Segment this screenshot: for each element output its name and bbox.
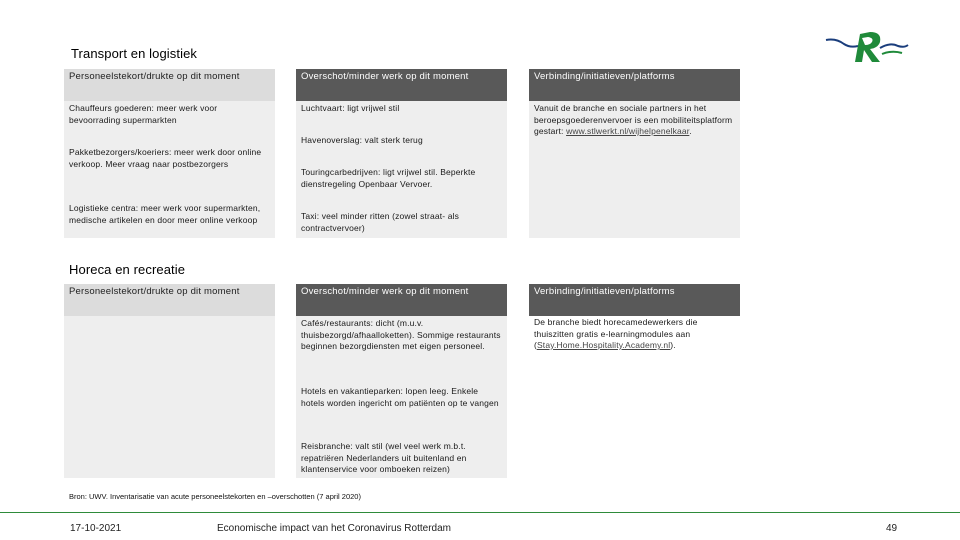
horeca-platforms-cell [529, 316, 740, 478]
list-item: Pakketbezorgers/koeriers: meer werk door online verkoop. Meer vraag naar postbezorgers [69, 147, 262, 169]
list-item: Hotels en vakantieparken: lopen leeg. Enkele hotels worden ingericht om patiënten op te vangen [301, 386, 499, 408]
footer-divider [0, 512, 960, 513]
section-title-transport: Transport en logistiek [71, 46, 197, 61]
transport-header-surplus: Overschot/minder werk op dit moment [296, 69, 507, 101]
platform-link[interactable]: www.stlwerkt.nl/wijhelpenelkaar [566, 126, 690, 136]
rotterdam-logo [822, 28, 910, 66]
list-item: Chauffeurs goederen: meer werk voor bevoorrading supermarkten [69, 103, 218, 125]
platform-suffix: ). [670, 340, 676, 350]
transport-shortage-cell [64, 101, 275, 238]
page-number: 49 [886, 523, 898, 534]
footer-title: Economische impact van het Coronavirus Rotterdam [217, 523, 451, 534]
transport-surplus-cell [296, 101, 507, 238]
horeca-shortage-cell [64, 316, 275, 478]
list-item: Luchtvaart: ligt vrijwel stil [301, 103, 400, 113]
list-item: Touringcarbedrijven: ligt vrijwel stil. Beperkte dienstregeling Openbaar Vervoer. [301, 167, 476, 189]
list-item: Logistieke centra: meer werk voor supermarkten, medische artikelen en door meer online verkoop [69, 203, 261, 225]
footer-date: 17-10-2021 [70, 523, 122, 534]
horeca-surplus-cell [296, 316, 507, 478]
list-item: Reisbranche: valt stil (wel veel werk m.b.t. repatriëren Nederlanders uit buitenland en klantenservice voor omboeken reizen) [301, 441, 467, 474]
section-title-horeca: Horeca en recreatie [69, 262, 186, 277]
horeca-header-platforms: Verbinding/initiatieven/platforms [529, 284, 740, 316]
list-item: Taxi: veel minder ritten (zowel straat- als contractvervoer) [301, 211, 460, 233]
platform-link[interactable]: Stay.Home.Hospitality.Academy.nl [536, 340, 671, 350]
list-item: Cafés/restaurants: dicht (m.u.v. thuisbezorgd/afhaalloketten). Sommige restaurants beginnen bezorgdiensten met eigen personeel. [301, 318, 501, 351]
source-note: Bron: UWV. Inventarisatie van acute personeelstekorten en –overschotten (7 april 2020) [69, 492, 361, 501]
platform-suffix: . [689, 126, 692, 136]
horeca-header-surplus: Overschot/minder werk op dit moment [296, 284, 507, 316]
horeca-header-shortage: Personeelstekort/drukte op dit moment [64, 284, 275, 316]
platform-text: De branche biedt horecamedewerkers die thuiszitten gratis e-learningmodules aan ( [534, 317, 698, 350]
list-item: Havenoverslag: valt sterk terug [301, 135, 423, 145]
transport-header-platforms: Verbinding/initiatieven/platforms [529, 69, 740, 101]
platform-text: Vanuit de branche en sociale partners in het beroepsgoederenvervoer is een mobiliteitsplatform gestart: [534, 103, 733, 136]
transport-header-shortage: Personeelstekort/drukte op dit moment [64, 69, 275, 101]
transport-platforms-cell [529, 101, 740, 238]
